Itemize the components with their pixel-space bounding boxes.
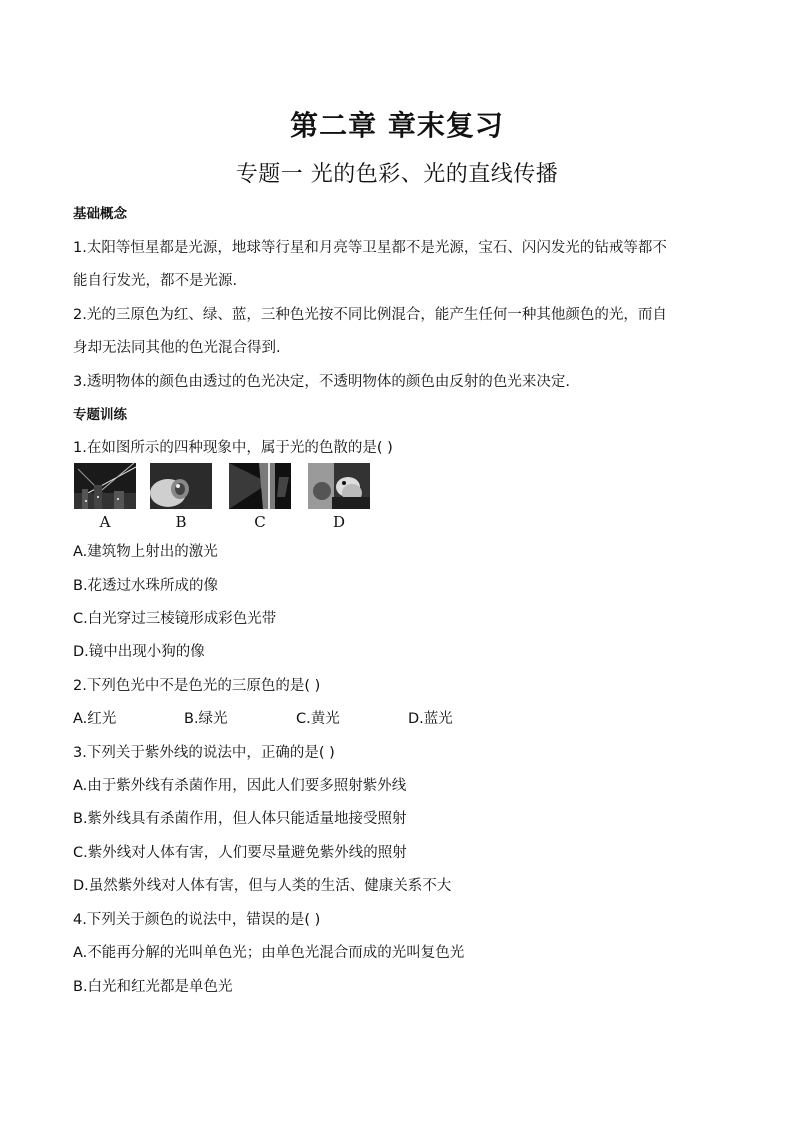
- concept-line: 能自行发光，都不是光源.: [73, 273, 238, 289]
- question-1-option-b: B.花透过水珠所成的像: [73, 578, 219, 594]
- question-3-option-c: C.紫外线对人体有害，人们要尽量避免紫外线的照射: [73, 845, 407, 861]
- question-1-option-c: C.白光穿过三棱镜形成彩色光带: [73, 611, 277, 627]
- question-2-stem: 2.下列色光中不是色光的三原色的是( ): [73, 678, 321, 694]
- question-2-option-a: A.红光: [73, 711, 117, 727]
- question-4-option-a: A.不能再分解的光叫单色光；由单色光混合而成的光叫复色光: [73, 945, 465, 961]
- image-label-c: C: [254, 513, 266, 531]
- photo-dog-mirror: [308, 463, 370, 509]
- image-label-d: D: [332, 513, 346, 531]
- topic-subtitle: 专题一 光的色彩、光的直线传播: [235, 162, 559, 187]
- question-1-stem: 1.在如图所示的四种现象中，属于光的色散的是( ): [73, 440, 393, 456]
- question-2-option-b: B.绿光: [184, 711, 228, 727]
- training-heading: 专题训练: [73, 407, 127, 423]
- question-1-option-a: A.建筑物上射出的激光: [73, 544, 218, 560]
- question-2-option-c: C.黄光: [296, 711, 340, 727]
- photo-laser-building: [74, 463, 136, 509]
- question-4-option-b: B.白光和红光都是单色光: [73, 979, 233, 995]
- question-2-option-d: D.蓝光: [408, 711, 453, 727]
- concept-line: 2.光的三原色为红、绿、蓝，三种色光按不同比例混合，能产生任何一种其他颜色的光，而自: [73, 307, 667, 323]
- chapter-title: 第二章 章末复习: [290, 109, 504, 142]
- question-1-option-d: D.镜中出现小狗的像: [73, 644, 205, 660]
- concept-line: 3.透明物体的颜色由透过的色光决定，不透明物体的颜色由反射的色光来决定.: [73, 374, 570, 390]
- concept-line: 1.太阳等恒星都是光源，地球等行星和月亮等卫星都不是光源，宝石、闪闪发光的钻戒等都不: [73, 240, 667, 256]
- question-3-option-d: D.虽然紫外线对人体有害，但与人类的生活、健康关系不大: [73, 878, 452, 894]
- concept-line: 身却无法同其他的色光混合得到.: [73, 340, 281, 356]
- question-3-stem: 3.下列关于紫外线的说法中，正确的是( ): [73, 745, 335, 761]
- question-4-stem: 4.下列关于颜色的说法中，错误的是( ): [73, 912, 321, 928]
- photo-water-droplet-flower: [150, 463, 212, 509]
- question-3-option-a: A.由于紫外线有杀菌作用，因此人们要多照射紫外线: [73, 778, 407, 794]
- image-label-b: B: [175, 513, 187, 531]
- photo-prism-spectrum: [229, 463, 291, 509]
- question-3-option-b: B.紫外线具有杀菌作用，但人体只能适量地接受照射: [73, 811, 407, 827]
- concepts-heading: 基础概念: [73, 206, 127, 222]
- image-label-a: A: [99, 513, 111, 531]
